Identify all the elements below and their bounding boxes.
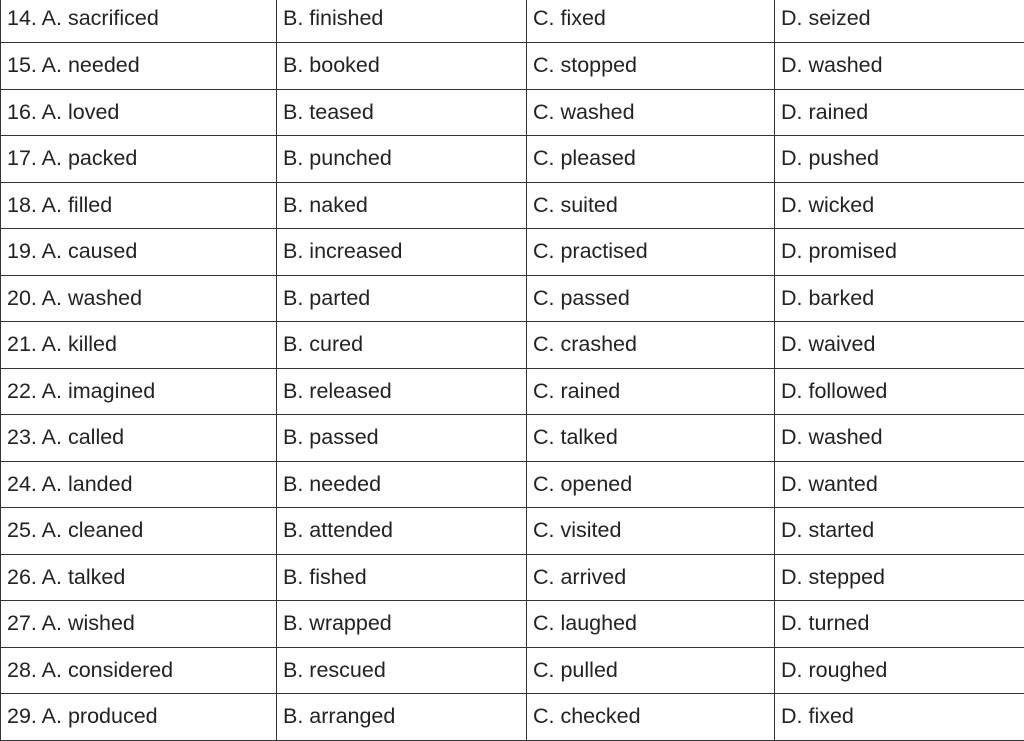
option-b-cell: B. increased — [277, 229, 527, 276]
table-row — [1, 601, 1024, 648]
option-b-cell: B. rescued — [277, 647, 527, 694]
option-a-cell: 24. A. landed — [1, 461, 277, 508]
option-d-cell: D. followed — [775, 368, 1024, 415]
option-c-cell: C. crashed — [527, 322, 775, 369]
option-a-cell: 17. A. packed — [1, 136, 277, 183]
table-row — [1, 554, 1024, 601]
option-b-cell: B. fished — [277, 554, 527, 601]
option-c-cell: C. washed — [527, 89, 775, 136]
option-a-cell: 19. A. caused — [1, 229, 277, 276]
option-a-cell: 27. A. wished — [1, 601, 277, 648]
table-row — [1, 182, 1024, 229]
table-row — [1, 275, 1024, 322]
option-d-cell: D. started — [775, 508, 1024, 555]
table-row — [1, 508, 1024, 555]
option-a-cell: 21. A. killed — [1, 322, 277, 369]
option-b-cell: B. cured — [277, 322, 527, 369]
option-c-cell: C. arrived — [527, 554, 775, 601]
option-c-cell: C. visited — [527, 508, 775, 555]
option-c-cell: C. suited — [527, 182, 775, 229]
option-a-cell: 20. A. washed — [1, 275, 277, 322]
option-c-cell: C. pleased — [527, 136, 775, 183]
table-row — [1, 647, 1024, 694]
option-c-cell: C. checked — [527, 694, 775, 741]
table-row — [1, 461, 1024, 508]
option-c-cell: C. stopped — [527, 43, 775, 90]
option-b-cell: B. wrapped — [277, 601, 527, 648]
option-d-cell: D. stepped — [775, 554, 1024, 601]
option-c-cell: C. talked — [527, 415, 775, 462]
option-a-cell: 26. A. talked — [1, 554, 277, 601]
option-a-cell: 18. A. filled — [1, 182, 277, 229]
option-b-cell: B. punched — [277, 136, 527, 183]
option-a-cell: 29. A. produced — [1, 694, 277, 741]
option-d-cell: D. fixed — [775, 694, 1024, 741]
option-b-cell: B. arranged — [277, 694, 527, 741]
option-b-cell: B. attended — [277, 508, 527, 555]
option-d-cell: D. wicked — [775, 182, 1024, 229]
option-c-cell: C. pulled — [527, 647, 775, 694]
option-c-cell: C. opened — [527, 461, 775, 508]
option-b-cell: B. booked — [277, 43, 527, 90]
option-a-cell: 14. A. sacrificed — [1, 0, 277, 43]
option-c-cell: C. practised — [527, 229, 775, 276]
table-row — [1, 136, 1024, 183]
option-b-cell: B. passed — [277, 415, 527, 462]
option-c-cell: C. passed — [527, 275, 775, 322]
table-body — [1, 0, 1024, 740]
option-c-cell: C. fixed — [527, 0, 775, 43]
table-row — [1, 368, 1024, 415]
option-a-cell: 23. A. called — [1, 415, 277, 462]
option-d-cell: D. roughed — [775, 647, 1024, 694]
table-row — [1, 229, 1024, 276]
table-row — [1, 694, 1024, 741]
option-d-cell: D. washed — [775, 415, 1024, 462]
option-b-cell: B. naked — [277, 182, 527, 229]
option-a-cell: 15. A. needed — [1, 43, 277, 90]
option-d-cell: D. rained — [775, 89, 1024, 136]
table-row — [1, 0, 1024, 43]
option-b-cell: B. parted — [277, 275, 527, 322]
option-d-cell: D. promised — [775, 229, 1024, 276]
option-c-cell: C. laughed — [527, 601, 775, 648]
option-a-cell: 22. A. imagined — [1, 368, 277, 415]
table-row — [1, 322, 1024, 369]
option-d-cell: D. pushed — [775, 136, 1024, 183]
option-b-cell: B. finished — [277, 0, 527, 43]
option-d-cell: D. waived — [775, 322, 1024, 369]
option-d-cell: D. seized — [775, 0, 1024, 43]
table-row — [1, 43, 1024, 90]
option-d-cell: D. wanted — [775, 461, 1024, 508]
option-b-cell: B. teased — [277, 89, 527, 136]
table-row — [1, 89, 1024, 136]
option-a-cell: 16. A. loved — [1, 89, 277, 136]
option-c-cell: C. rained — [527, 368, 775, 415]
option-a-cell: 25. A. cleaned — [1, 508, 277, 555]
option-d-cell: D. turned — [775, 601, 1024, 648]
option-b-cell: B. released — [277, 368, 527, 415]
table-row — [1, 415, 1024, 462]
option-d-cell: D. barked — [775, 275, 1024, 322]
option-d-cell: D. washed — [775, 43, 1024, 90]
option-a-cell: 28. A. considered — [1, 647, 277, 694]
option-b-cell: B. needed — [277, 461, 527, 508]
